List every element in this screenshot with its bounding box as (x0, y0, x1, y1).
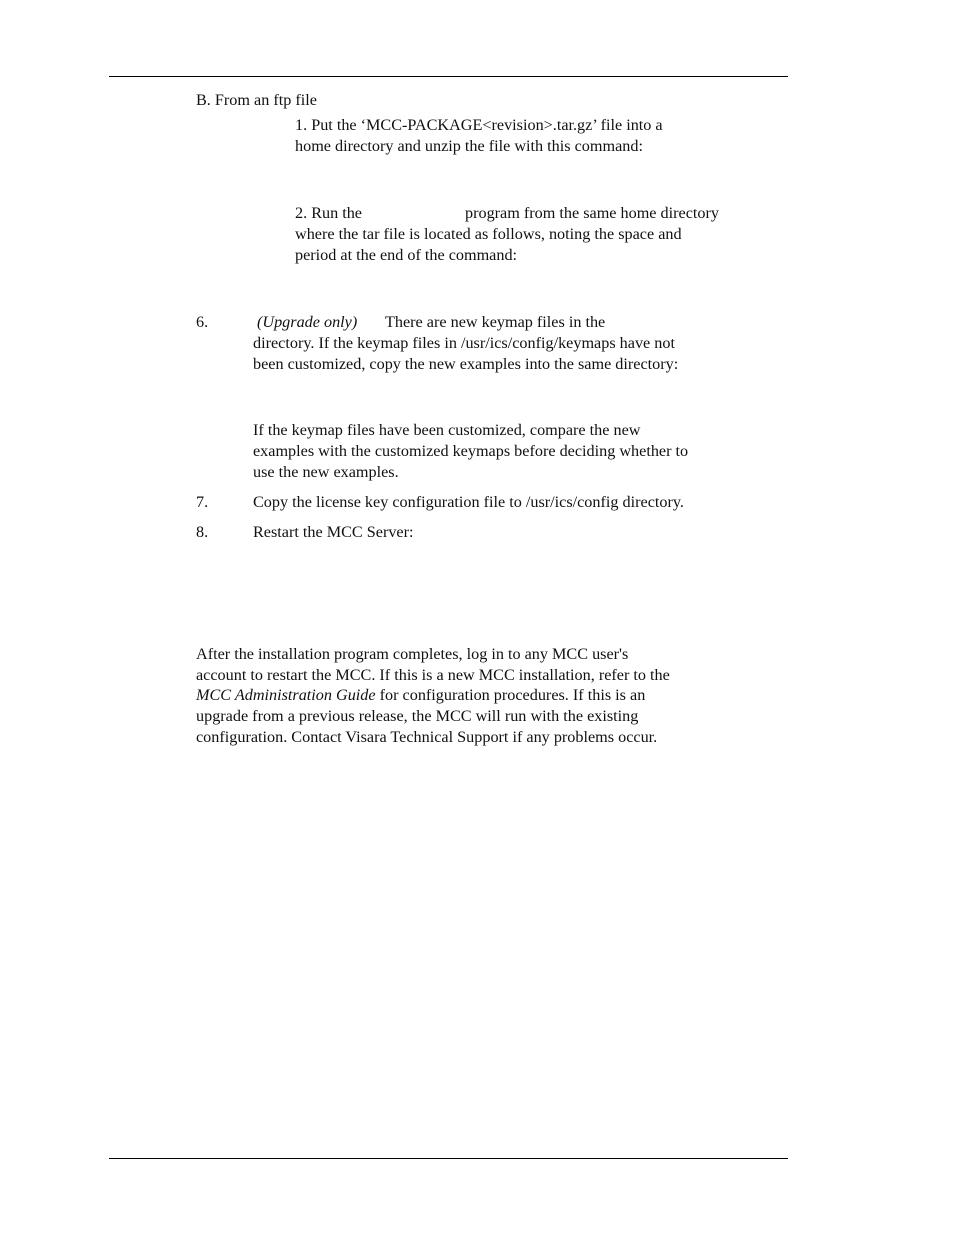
section-b-label: B. From an ftp file (196, 91, 317, 109)
step8-number: 8. (196, 523, 209, 541)
step6-line-2: directory. If the keymap files in /usr/ics/config/keymaps have not (253, 334, 675, 352)
step7-text: Copy the license key configuration file to /usr/ics/config directory. (253, 493, 684, 511)
step8-text: Restart the MCC Server: (253, 523, 414, 541)
step2-line-1-post: program from the same home directory (465, 204, 719, 222)
step2-line-1-pre: 2. Run the (295, 204, 362, 222)
step7-number: 7. (196, 493, 209, 511)
closing-line-3-post: for configuration procedures. If this is an (375, 686, 646, 704)
step6-line-1: There are new keymap files in the (385, 313, 606, 331)
admin-guide-title: MCC Administration Guide (196, 686, 376, 704)
closing-line-4: upgrade from a previous release, the MCC will run with the existing (196, 707, 639, 725)
closing-line-2: account to restart the MCC. If this is a new MCC installation, refer to the (196, 666, 670, 684)
step6-number: 6. (196, 313, 209, 331)
step2-line-3: period at the end of the command: (295, 246, 518, 264)
closing-line-1: After the installation program completes, log in to any MCC user's (196, 645, 629, 663)
step6-customized-line-1: If the keymap files have been customized, compare the new (253, 421, 641, 439)
closing-line-5: configuration. Contact Visara Technical Support if any problems occur. (196, 728, 658, 746)
step1-line-2: home directory and unzip the file with this command: (295, 137, 643, 155)
header-rule (109, 76, 788, 77)
closing-line-3 (196, 685, 645, 706)
step2-line-2: where the tar file is located as follows, noting the space and (295, 225, 682, 243)
step1-line-1: 1. Put the ‘MCC-PACKAGE<revision>.tar.gz’ file into a (295, 116, 663, 134)
step6-customized-line-2: examples with the customized keymaps before deciding whether to (253, 442, 689, 460)
step6-customized-line-3: use the new examples. (253, 463, 399, 481)
step6-upgrade-note: (Upgrade only) (257, 313, 358, 331)
footer-rule (109, 1158, 788, 1159)
step6-line-3: been customized, copy the new examples into the same directory: (253, 355, 679, 373)
